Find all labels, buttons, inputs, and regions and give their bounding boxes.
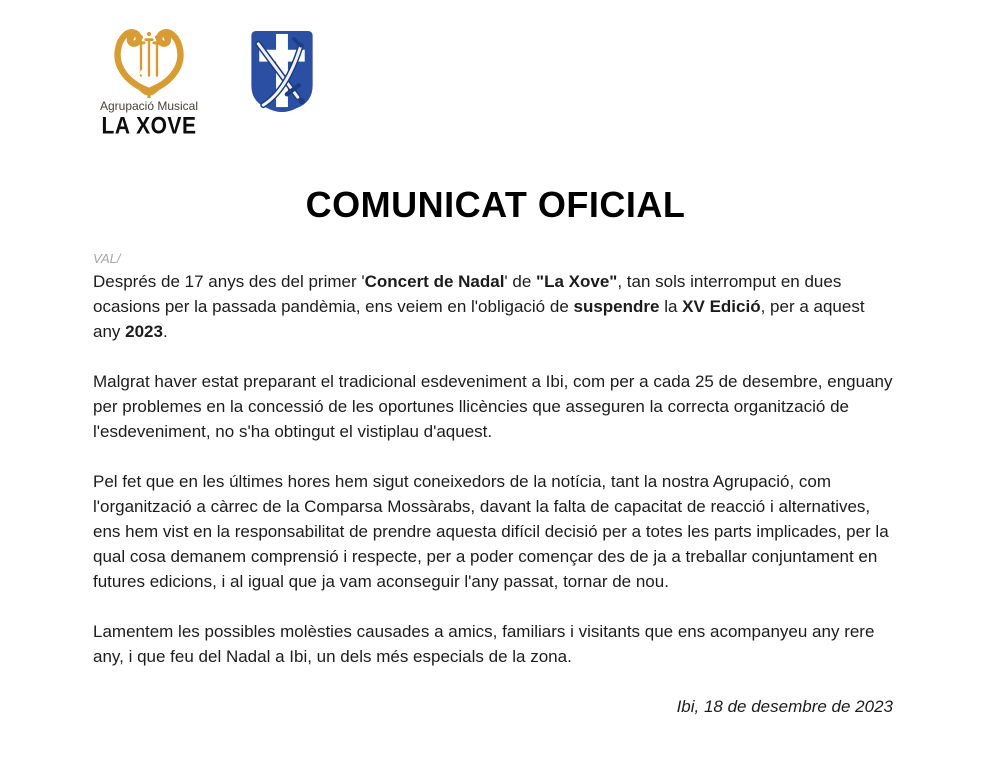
page-title: COMUNICAT OFICIAL bbox=[305, 184, 686, 225]
paragraph-2: Malgrat haver estat preparant el tradicional esdeveniment a Ibi, com per a cada 25 de desembre, enguany per problemes en la concessió de les oportunes llicències que asseguren la correcta organització de l'esdeveniment, no s'ha obtingut el vistiplau d'aquest. bbox=[93, 372, 893, 441]
org-name-line: Agrupació Musical bbox=[99, 99, 199, 113]
paragraph-1: Després de 17 anys des del primer 'Concert de Nadal' de "La Xove", tan sols interromput en dues ocasions per la passada pandèmia, ens veiem en l'obligació de suspendre la XV Edició, per a aquest any 2023. bbox=[93, 272, 865, 341]
paragraph-4: Lamentem les possibles molèsties causades a amics, familiars i visitants que ens acompanyeu any rere any, i que feu del Nadal a Ibi, un dels més especials de la zona. bbox=[93, 622, 875, 666]
paragraph-3: Pel fet que en les últimes hores hem sigut coneixedors de la notícia, tant la nostra Agrupació, com l'organització a càrrec de la Comparsa Mossàrabs, davant la falta de capacitat de reacció i alternatives, ens hem vist en la responsabilitat de prendre aquesta difícil decisió per a totes les parts implicades, per la qual cosa demanem comprensió i respecte, per a poder començar des de ja a treballar conjuntament en futures edicions, i al igual que ja vam aconseguir l'any passat, tornar de nou. bbox=[93, 472, 889, 591]
la-xove-logo bbox=[93, 26, 205, 140]
org-name-laxove: LA XOVE bbox=[101, 113, 197, 140]
shield-logo bbox=[249, 26, 315, 119]
header-logos bbox=[93, 26, 315, 140]
date-line: Ibi, 18 de desembre de 2023 bbox=[676, 697, 893, 716]
language-tag: VAL/ bbox=[93, 251, 121, 266]
lyre-icon bbox=[99, 26, 199, 98]
shield-cross-swords-icon bbox=[249, 29, 315, 114]
communique-body bbox=[93, 251, 893, 744]
